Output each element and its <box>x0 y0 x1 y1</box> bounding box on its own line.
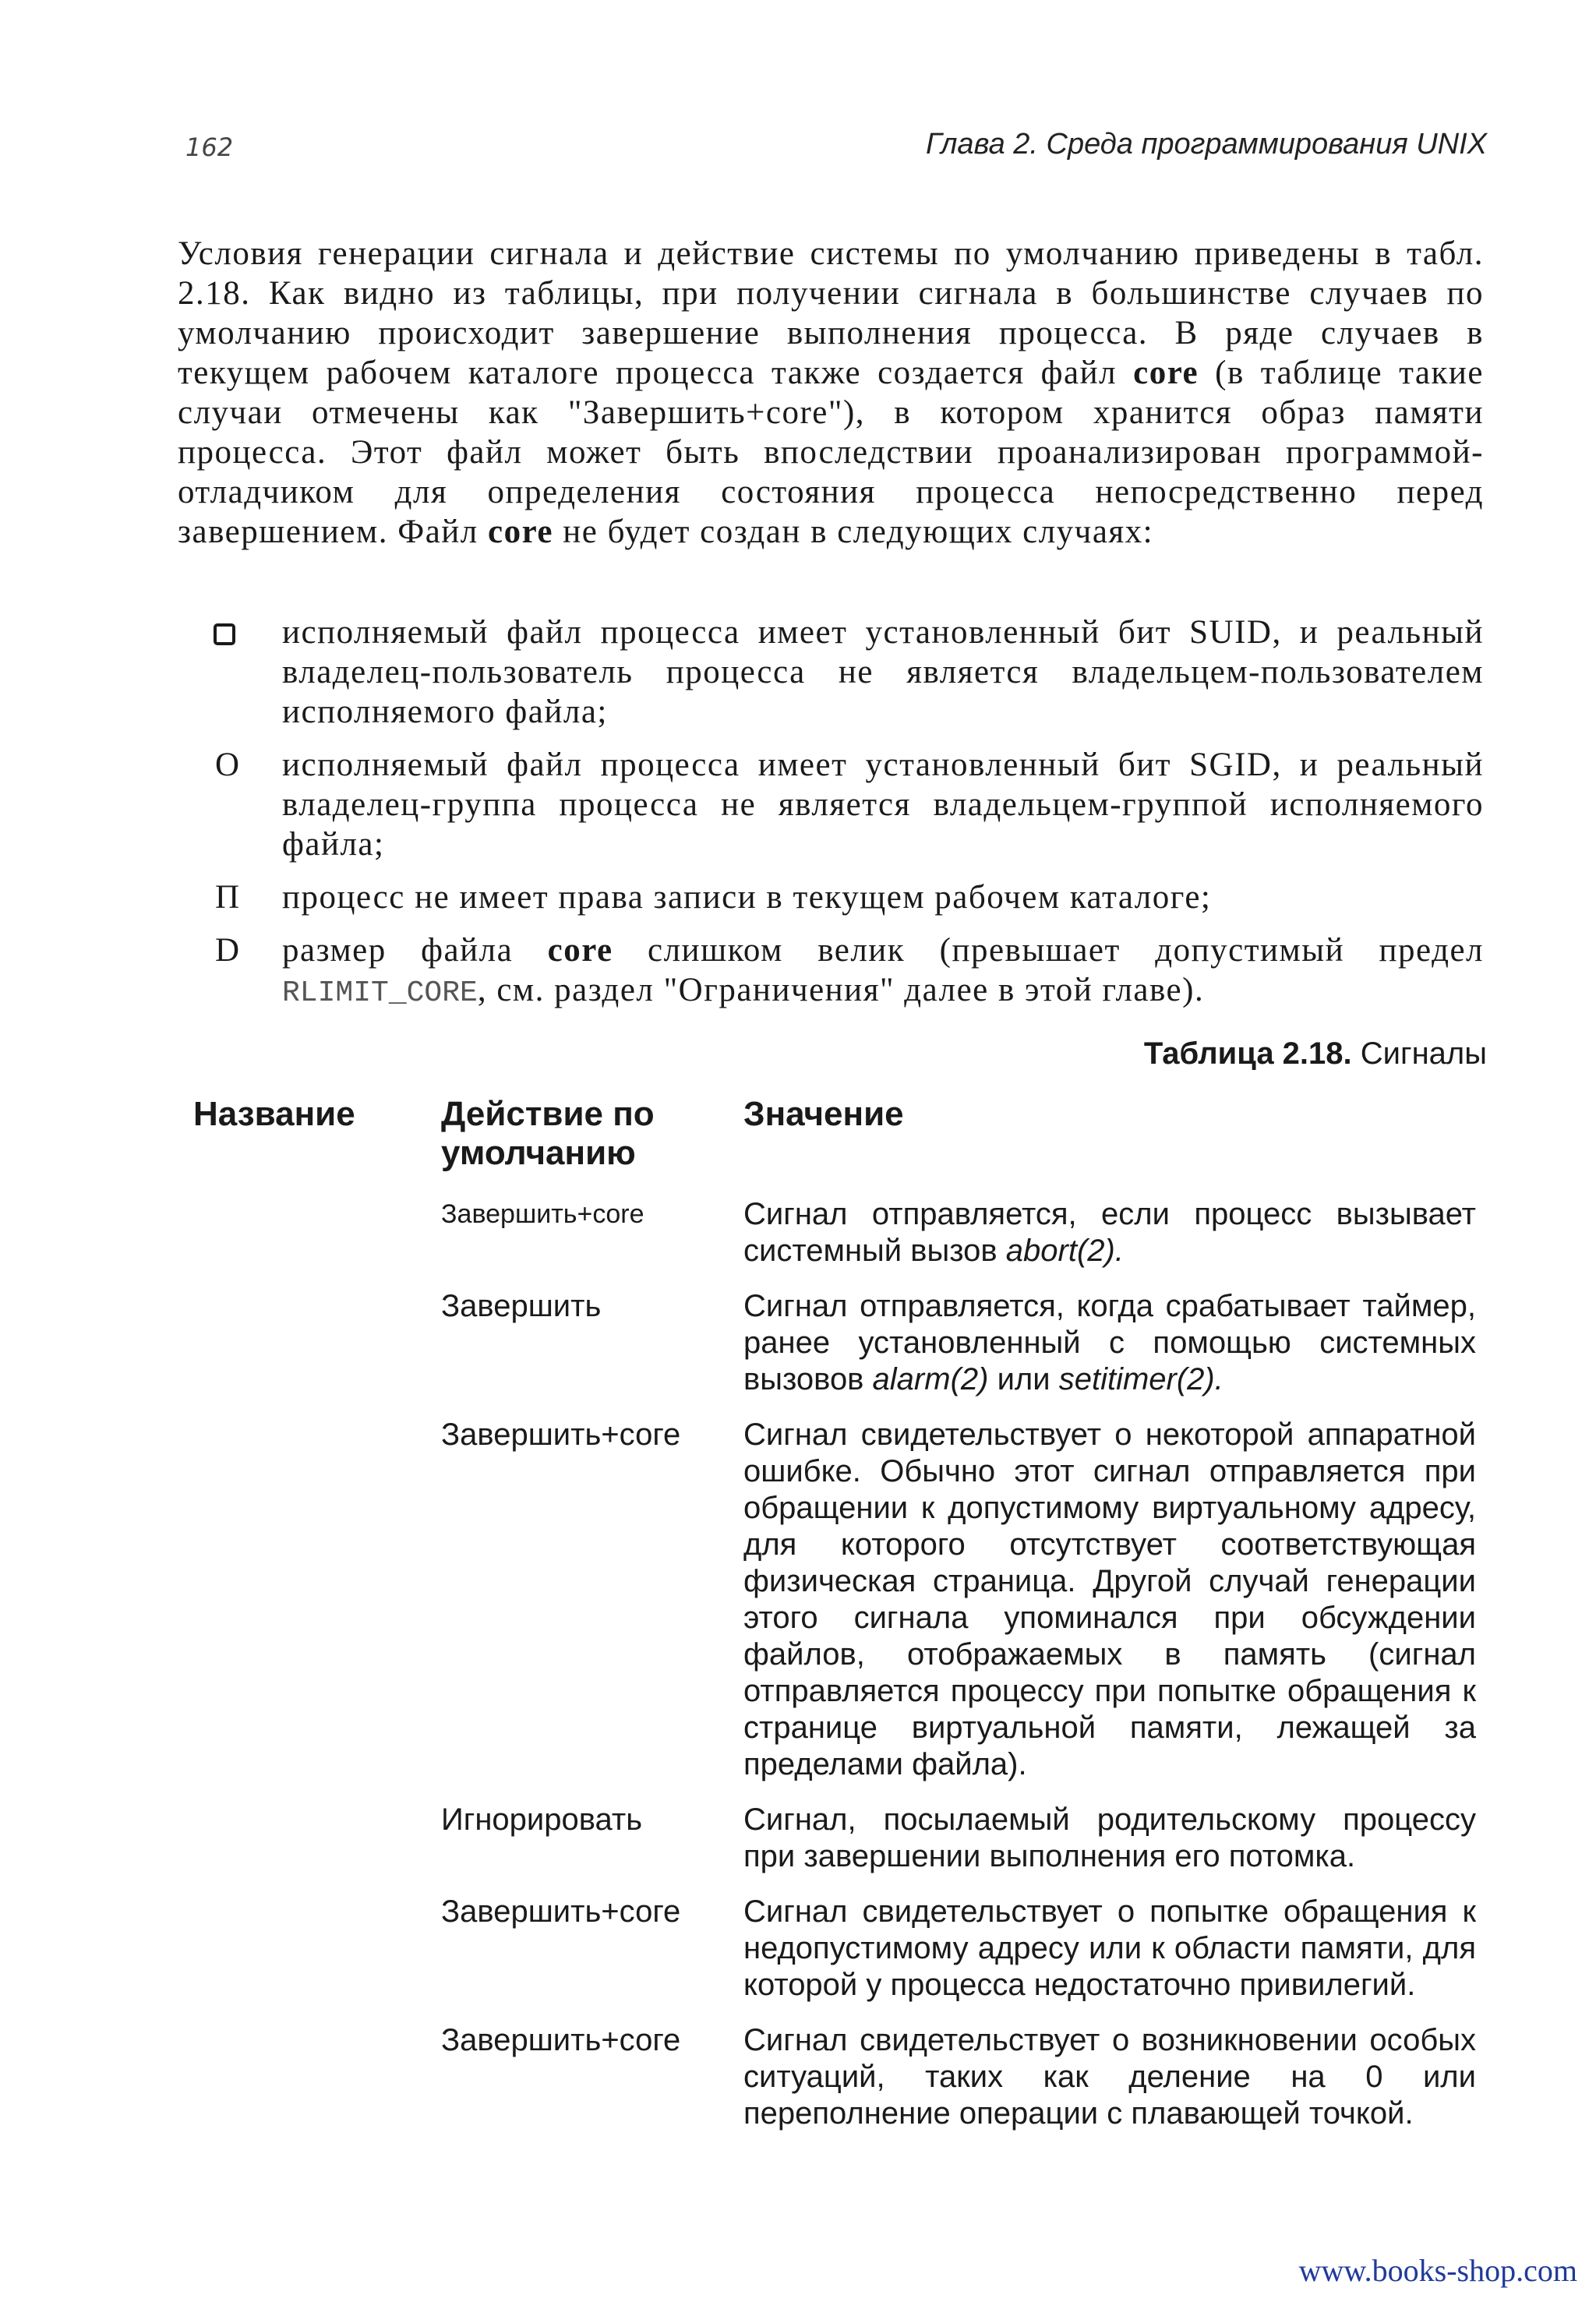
table-header-row <box>193 1095 1487 1196</box>
page-number: 162 <box>185 132 234 162</box>
core-term: core <box>547 932 613 969</box>
list-item <box>178 877 1484 917</box>
signal-name-cell <box>193 1894 441 2022</box>
default-action-cell: Завершить+соге <box>441 2023 681 2057</box>
signals-table <box>193 1095 1487 2151</box>
signal-name-cell <box>193 1417 441 1802</box>
signal-name-cell <box>193 1288 441 1417</box>
meaning-text-mid: или <box>988 1362 1059 1396</box>
core-exceptions-list <box>178 613 1484 1026</box>
intro-core-term: core <box>1133 355 1199 391</box>
list-marker: О <box>215 747 241 783</box>
table-caption-number: Таблица 2.18. <box>1143 1036 1352 1071</box>
table-row <box>193 2022 1487 2151</box>
meaning-cell <box>743 1288 1487 1417</box>
running-head: Глава 2. Среда программирования UNIX <box>926 128 1487 161</box>
meaning-text: Сигнал отправляется, когда срабатывает таймер, ранее установленный с помощью системных вызовов <box>743 1289 1476 1396</box>
footer-url-link[interactable]: www.books-shop.com <box>1298 2253 1577 2288</box>
column-header-action: Действие по умолчанию <box>441 1095 655 1172</box>
list-marker: П <box>215 879 241 916</box>
meaning-cell: Сигнал, посылаемый родительскому процессу при завершении выполнения его потомка. <box>743 1802 1476 1873</box>
table-caption-title: Сигналы <box>1351 1036 1487 1071</box>
list-item-text: исполняемый файл процесса имеет установленный бит SUID, и реальный владелец-пользователь процесса не является владельцем-пользователем исполняемого файла; <box>282 614 1484 730</box>
default-action-cell: Игнорировать <box>441 1802 643 1837</box>
list-item <box>178 745 1484 864</box>
syscall-ref: setitimer(2). <box>1058 1362 1223 1396</box>
default-action-cell: Завершить <box>441 1289 602 1323</box>
intro-paragraph <box>178 234 1484 552</box>
list-item <box>178 930 1484 1013</box>
list-item-text-before: размер файла <box>282 932 548 969</box>
list-item <box>178 613 1484 732</box>
table-row <box>193 1288 1487 1417</box>
default-action-cell: Завершить+соге <box>441 1894 681 1929</box>
default-action-cell: Завершить+соге <box>441 1418 681 1452</box>
list-item-text-after: , см. раздел "Ограничения" далее в этой главе). <box>477 972 1205 1008</box>
signal-name-cell <box>193 1802 441 1894</box>
meaning-cell: Сигнал свидетельствует о некоторой аппаратной ошибке. Обычно этот сигнал отправляется при обращении к допустимому виртуальному адресу, для которого отсутствует соответствующая физическая страница. Другой случай генерации этого сигнала упоминался при обсуждении файлов, отображаемых в память (сигнал отправляется процессу при попытке обращения к странице виртуальной памяти, лежащей за пределами файла). <box>743 1418 1476 1781</box>
meaning-cell: Сигнал свидетельствует о попытке обращения к недопустимому адресу или к области памяти, для которой у процесса недостаточно привилегий. <box>743 1894 1476 2002</box>
list-item-text-mid: слишком велик (превышает допустимый предел <box>613 932 1484 969</box>
table-row <box>193 1894 1487 2022</box>
syscall-ref: abort(2). <box>1005 1234 1124 1268</box>
rlimit-core-code: RLIMIT_CORE <box>282 976 478 1010</box>
list-item-text <box>282 932 1484 1008</box>
meaning-cell: Сигнал свидетельствует о возникновении особых ситуаций, таких как деление на 0 или переполнение операции с плавающей точкой. <box>743 2023 1476 2131</box>
default-action-cell: Завершить+core <box>441 1199 644 1229</box>
column-header-name: Название <box>193 1095 355 1133</box>
list-item-text: процесс не имеет права записи в текущем рабочем каталоге; <box>282 879 1212 916</box>
list-item-text: исполняемый файл процесса имеет установленный бит SGID, и реальный владелец-группа процесса не является владельцем-группой исполняемого файла; <box>282 747 1484 863</box>
meaning-cell <box>743 1196 1487 1288</box>
table-caption <box>1144 1036 1487 1072</box>
syscall-ref: alarm(2) <box>872 1362 989 1396</box>
intro-text-part3: не будет создан в следующих случаях: <box>553 514 1154 550</box>
intro-text-part1: Условия генерации сигнала и действие системы по умолчанию приведены в табл. 2.18. Как видно из таблицы, при получении сигнала в большинстве случаев по умолчанию происходит завершение выполнения процесса. В ряде случаев в текущем рабочем каталоге процесса также создается файл <box>178 235 1484 391</box>
table-row <box>193 1802 1487 1894</box>
list-marker: D <box>215 932 241 969</box>
checkbox-bullet-icon <box>214 623 235 645</box>
meaning-text: Сигнал отправляется, если процесс вызывает системный вызов <box>743 1197 1476 1268</box>
signal-name-cell <box>193 2022 441 2151</box>
table-row <box>193 1196 1487 1288</box>
signal-name-cell <box>193 1196 441 1288</box>
intro-core-term: core <box>488 514 553 550</box>
table-row <box>193 1417 1487 1802</box>
column-header-meaning: Значение <box>743 1095 904 1133</box>
intro-text-part2: (в таблице такие случаи отмечены как "Завершить+core"), в котором хранится образ памяти процесса. Этот файл может быть впоследствии проанализирован программой-отладчиком для определения состояния процесса непосредственно перед завершением. Файл <box>178 355 1484 550</box>
